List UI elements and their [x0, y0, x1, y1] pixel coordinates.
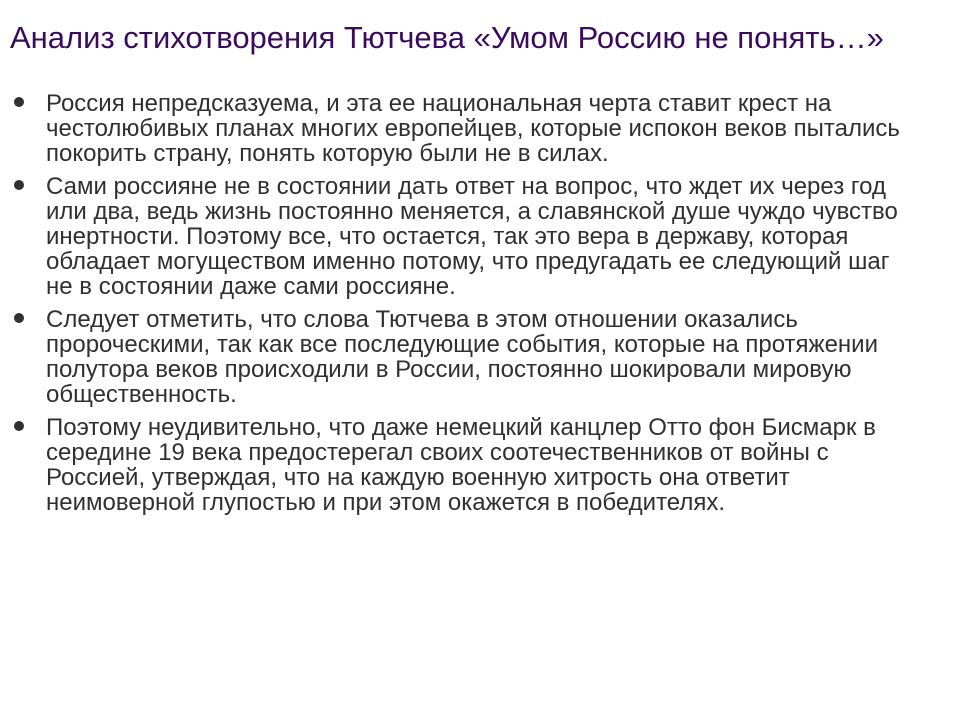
bullet-item — [12, 91, 912, 166]
slide-title: Анализ стихотворения Тютчева «Умом Россию не понять…» — [10, 20, 884, 55]
bullet-item — [12, 174, 912, 299]
bullet-dot-icon — [14, 97, 24, 107]
bullet-item — [12, 307, 912, 407]
bullet-text: Сами россияне не в состоянии дать ответ на вопрос, что ждет их через год или два, ведь жизнь постоянно меняется, а славянской душе чуждо чувство инертности. Поэтому все, что остается, так это вера в державу, которая обладает могуществом именно потому, что предугадать ее следующий шаг не в состоянии даже сами россияне. — [46, 173, 898, 300]
bullet-text: Следует отметить, что слова Тютчева в этом отношении оказались пророческими, так как все последующие события, которые на протяжении полутора веков происходили в России, постоянно шокировали мировую общественность. — [46, 306, 878, 408]
bullet-dot-icon — [14, 180, 24, 190]
bullet-dot-icon — [14, 421, 24, 431]
bullet-item — [12, 415, 912, 515]
bullet-list — [12, 91, 912, 523]
bullet-dot-icon — [14, 313, 24, 323]
bullet-text: Поэтому неудивительно, что даже немецкий канцлер Отто фон Бисмарк в середине 19 века предостерегал своих соотечественников от войны с Россией, утверждая, что на каждую военную хитрость она ответит неимоверной глупостью и при этом окажется в победителях. — [46, 414, 876, 516]
bullet-text: Россия непредсказуема, и эта ее национальная черта ставит крест на честолюбивых планах многих европейцев, которые испокон веков пытались покорить страну, понять которую были не в силах. — [46, 90, 900, 167]
